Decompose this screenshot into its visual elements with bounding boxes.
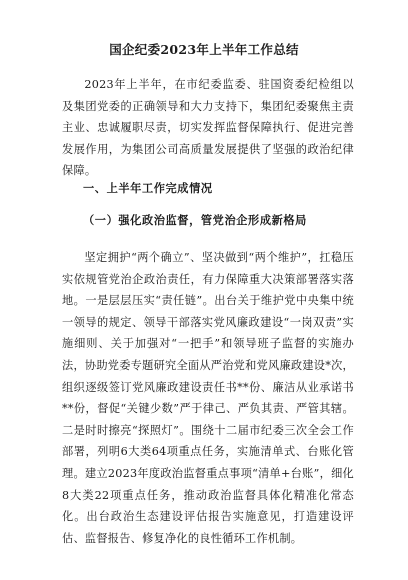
subsection-heading: （一）强化政治监督，管党治企形成新格局 xyxy=(83,213,307,227)
body-paragraph: 坚定拥护“两个确立”、坚决做到“两个维护”，扛稳压实依规管党治企政治责任，有力保障重大决策部署落实落地。一是层层压实“责任链”。出台关于维护党中央集中统一领导的规定、领导干部落实党风廉政建设“一岗双责”实施细则、关于加强对“一把手”和领导班子监督的实施办法，协助党委专题研究全面从严治党和党风廉政建设*次，组织逐级签订党风廉政建设责任书**份、廉洁从业承诺书**份，督促“关键少数”严于律己、严负其责、严管其辖。二是时时擦亮“探照灯”。围绕十二届市纪委三次全会工作部署，列明6大类64项重点任务，实施清单式、台账化管理。建立2023年度政治监督重点事项“清单+台账”，细化8大类22项重点任务，推动政治监督具体化精准化常态化。出台政治生态建设评估报告实施意见，打造建设评估、监督报告、修复净化的良性循环工作机制。 xyxy=(62,251,354,545)
section-heading: 一、上半年工作完成情况 xyxy=(83,181,213,195)
document-title: 国企纪委2023年上半年工作总结 xyxy=(109,42,299,57)
intro-paragraph: 2023年上半年，在市纪委监委、驻国资委纪检组以及集团党委的正确领导和大力支持下，集团纪委聚焦主责主业、忠诚履职尽责，切实发挥监督保障执行、促进完善发展作用，为集团公司高质量发展提供了坚强的政治纪律保障。 xyxy=(62,78,354,178)
